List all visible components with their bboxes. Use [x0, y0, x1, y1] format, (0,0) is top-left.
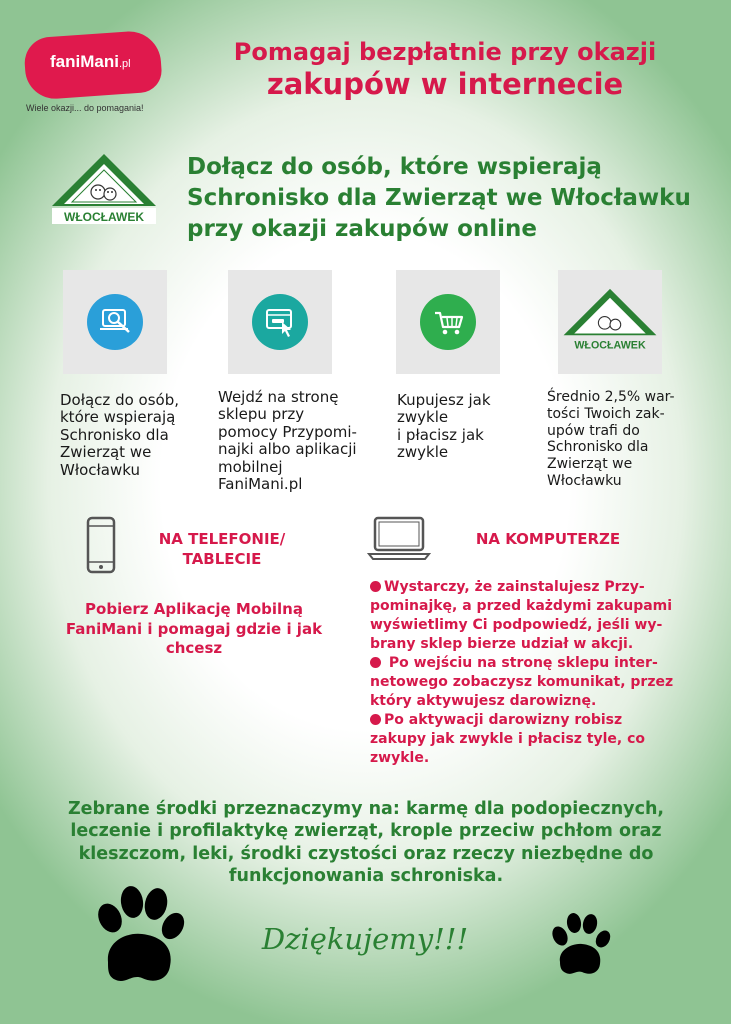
browser-click-icon: [265, 308, 297, 338]
step-1-text: Dołącz do osób, które wspierają Schronisko dla Zwierząt we Włocławku: [60, 391, 179, 479]
summary-text: Zebrane środki przeznaczymy na: karmę dla podopiecznych, leczenie i profilaktykę zwierząt, krople przeciw pchłom oraz kleszczom, leki, środki czystości oraz rzeczy niezbędne do funkcjonowania schroniska.: [67, 799, 665, 887]
bullet-icon: [370, 657, 381, 668]
step-1-tile: [63, 270, 167, 374]
step-4-text: Średnio 2,5% war- tości Twoich zak- upów trafi do Schronisko dla Zwierząt we Włocławku: [547, 389, 675, 489]
intro-text: [187, 152, 707, 245]
intro-line-1: Dołącz do osób, które wspierają: [187, 154, 602, 180]
shelter-logo-text: WŁOCŁAWEK: [64, 210, 144, 224]
bullet-icon: [370, 714, 381, 725]
intro-line-2: Schronisko dla Zwierząt we Włocławku: [187, 185, 691, 212]
list-item: Wystarczy, że zainstalujesz Przy- pominajkę, a przed każdymi zakupami wyświetlimy Ci podpowiedź, jeśli wy- brany sklep bierze udział w akcji.: [370, 579, 673, 653]
logo-tagline: Wiele okazji... do pomagania!: [26, 103, 144, 113]
step-3-tile: [396, 270, 500, 374]
step-2-tile: [228, 270, 332, 374]
bullet-icon: [370, 581, 381, 592]
laptop-icon: [367, 516, 431, 560]
paw-print-small-icon: [548, 912, 612, 978]
shelter-logo-icon-text: WŁOCŁAWEK: [574, 339, 646, 352]
fanimani-logo: faniMani.pl: [50, 52, 131, 71]
headline-line-1: Pomagaj bezpłatnie przy okazji: [233, 38, 657, 66]
cart-icon: [434, 310, 464, 336]
mobile-heading: NA TELEFONIE/ TABLECIE: [158, 530, 286, 568]
list-item: Po aktywacji darowizny robisz zakupy jak zwykle i płacisz tyle, co zwykle.: [370, 712, 646, 767]
shelter-logo-icon: [560, 284, 660, 358]
computer-steps-list: [370, 578, 702, 768]
step-4-tile: [558, 270, 662, 374]
computer-heading: NA KOMPUTERZE: [475, 530, 621, 548]
paw-print-icon: [88, 884, 186, 988]
mobile-description: Pobierz Aplikację Mobilną FaniMani i pomagaj gdzie i jak chcesz: [65, 600, 323, 657]
shelter-logo: [48, 150, 160, 230]
laptop-search-icon: [99, 308, 133, 336]
step-3-text: Kupujesz jak zwykle i płacisz jak zwykle: [397, 391, 491, 462]
intro-line-3: przy okazji zakupów online: [187, 216, 537, 243]
thanks-text: Dziękujemy!!!: [261, 922, 469, 956]
headline-line-2: zakupów w internecie: [266, 67, 624, 102]
step-2-text: Wejdź na stronę sklepu przy pomocy Przypomi- najki albo aplikacji mobilnej FaniMani.pl: [218, 388, 357, 493]
list-item: Po wejściu na stronę sklepu inter- netowego zobaczysz komunikat, przez który aktywujesz darowiznę.: [370, 655, 674, 710]
headline: [185, 38, 705, 103]
phone-icon: [86, 516, 116, 574]
